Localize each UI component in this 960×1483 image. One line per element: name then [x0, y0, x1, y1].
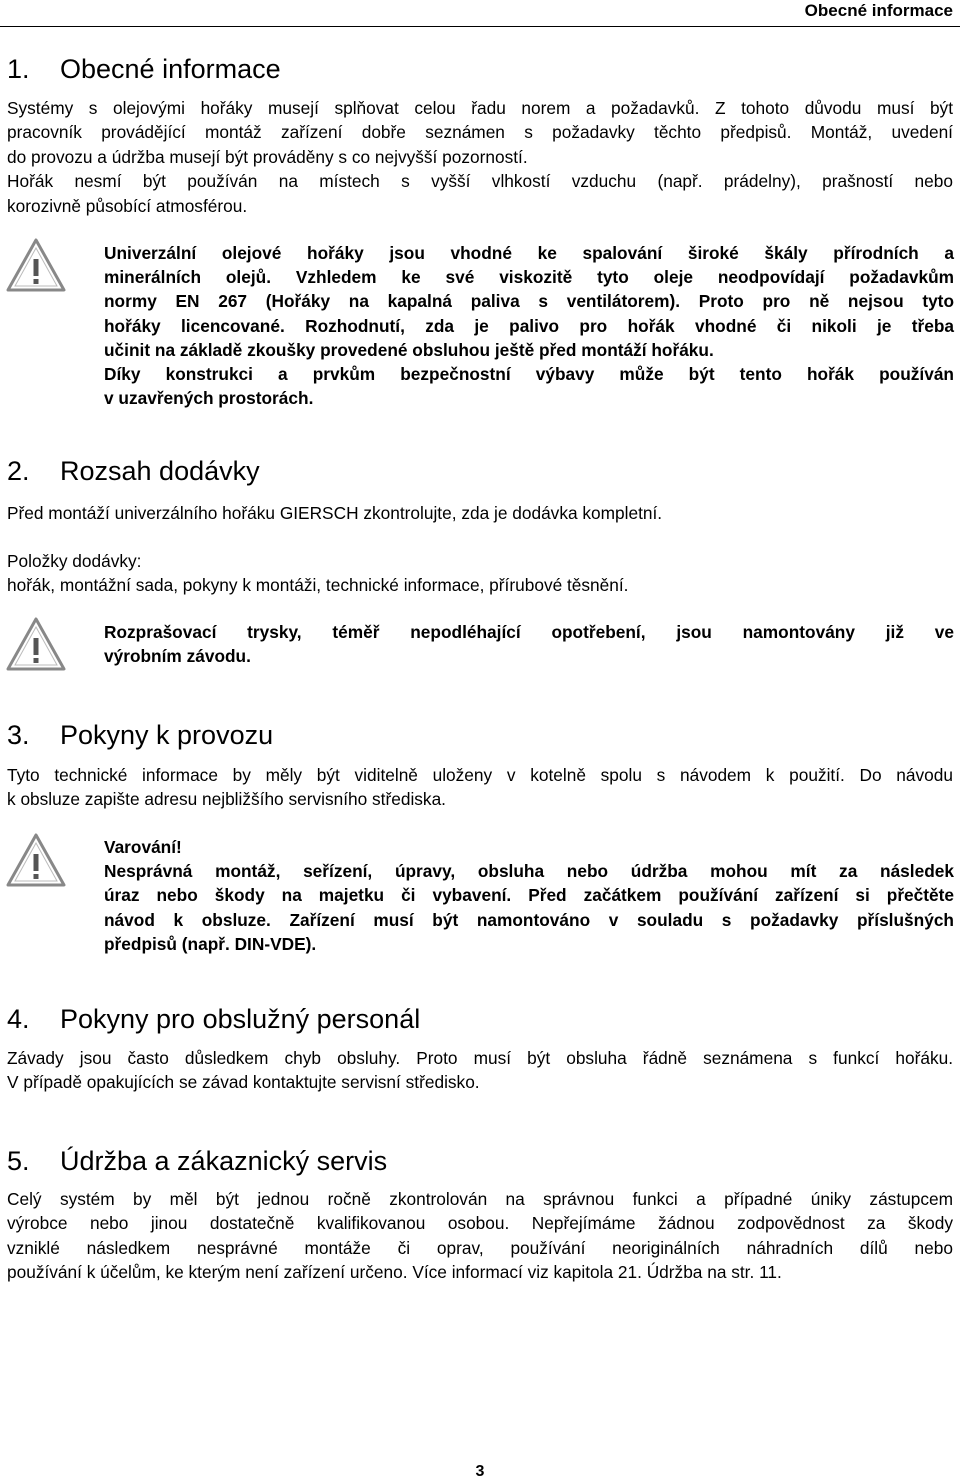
section-2-warning — [104, 620, 954, 668]
section-3-warning — [104, 835, 954, 956]
section-2-paragraph — [7, 501, 953, 525]
section-3-paragraph — [7, 763, 953, 812]
paragraph-line: výrobce nebo jinou dostatečně kvalifikovanou osobou. Nepřejímáme žádnou zodpovědnost za škody — [7, 1213, 953, 1234]
warning-line: Nesprávná montáž, seřízení, úpravy, obsluha nebo údržba mohou mít za následek — [104, 861, 954, 882]
warning-title: Varování! — [104, 837, 182, 857]
section-3-title: Pokyny k provozu — [60, 720, 274, 750]
paragraph-line: Před montáží univerzálního hořáku GIERSCH zkontrolujte, zda je dodávka kompletní. — [7, 503, 663, 523]
paragraph-line: Hořák nesmí být používán na místech s vyšší vlhkostí vzduchu (např. prádelny), prašností nebo — [7, 171, 953, 192]
warning-line: učinit na základě zkoušky provedené obsluhou ještě před montáží hořáku. — [104, 339, 714, 360]
section-4-paragraph — [7, 1046, 953, 1095]
section-5-paragraph — [7, 1187, 953, 1285]
section-5-heading — [7, 1144, 387, 1178]
section-1-title: Obecné informace — [60, 54, 281, 84]
warning-line: v uzavřených prostorách. — [104, 388, 314, 409]
paragraph-line: Závady jsou často důsledkem chyb obsluhy. Proto musí být obsluha řádně seznámena s funkcí hořáku. — [7, 1048, 953, 1068]
section-5-number: 5. — [7, 1146, 30, 1176]
paragraph-line: vzniklé následkem nesprávné montáže či oprav, používání neoriginálních náhradních dílů nebo — [7, 1237, 953, 1258]
warning-line: výrobním závodu. — [104, 646, 251, 667]
section-1-warning — [104, 241, 954, 410]
paragraph-line: Systémy s olejovými hořáky musejí splňovat celou řadu norem a požadavků. Z tohoto důvodu musí být — [7, 98, 953, 118]
warning-line: návod k obsluze. Zařízení musí být namontováno v souladu s požadavky příslušných — [104, 909, 954, 930]
warning-line: úraz nebo škody na majetku či vybavení. Před začátkem používání zařízení si přečtěte — [104, 885, 954, 906]
paragraph-line: do provozu a údržba musejí být prováděny s co nejvyšší pozorností. — [7, 146, 528, 167]
paragraph-line: korozivně působící atmosférou. — [7, 195, 248, 216]
paragraph-line: Celý systém by měl být jednou ročně zkontrolován na správnou funkci a případné úniky zástupcem — [7, 1189, 953, 1209]
warning-line: minerálních olejů. Vzhledem ke své viskozitě tyto oleje neodpovídají požadavkům — [104, 267, 954, 288]
warning-triangle-icon — [5, 237, 67, 293]
warning-line: hořáky licencované. Rozhodnutí, zda je palivo pro hořák vhodné či nikoli je třeba — [104, 315, 954, 336]
section-2-title: Rozsah dodávky — [60, 456, 260, 486]
section-4-title: Pokyny pro obslužný personál — [60, 1004, 421, 1034]
items-label: Položky dodávky: — [7, 551, 142, 571]
section-2-number: 2. — [7, 456, 30, 486]
warning-line: normy EN 267 (Hořáky na kapalná paliva s ventilátorem). Proto pro ně nejsou tyto — [104, 291, 954, 312]
warning-triangle-icon — [5, 832, 67, 888]
paragraph-line: pracovník provádějící montáž zařízení dobře seznámen s požadavky těchto předpisů. Montáž, uvedení — [7, 122, 953, 143]
warning-line: Díky konstrukci a prvkům bezpečnostní výbavy může být tento hořák používán — [104, 364, 954, 385]
section-2-heading — [7, 454, 260, 488]
page-number: 3 — [475, 1463, 485, 1480]
section-1-number: 1. — [7, 54, 30, 84]
warning-triangle-icon — [5, 616, 67, 672]
section-2-items — [7, 549, 953, 598]
paragraph-line: používání k účelům, ke kterým není zařízení určeno. Více informací viz kapitola 21. Údržba na str. 11. — [7, 1262, 782, 1283]
paragraph-line: k obsluze zapište adresu nejbližšího servisního střediska. — [7, 789, 446, 810]
section-4-heading — [7, 1002, 420, 1036]
section-3-heading — [7, 718, 273, 752]
section-1-paragraph — [7, 96, 953, 218]
section-4-number: 4. — [7, 1004, 30, 1034]
warning-line: Rozprašovací trysky, téměř nepodléhající opotřebení, jsou namontovány již ve — [104, 622, 954, 642]
header-rule — [0, 26, 960, 27]
section-3-number: 3. — [7, 720, 30, 750]
paragraph-line: Tyto technické informace by měly být viditelně uloženy v kotelně spolu s návodem k použití. Do návodu — [7, 765, 953, 785]
running-header: Obecné informace — [804, 1, 953, 20]
items-list: hořák, montážní sada, pokyny k montáži, technické informace, přírubové těsnění. — [7, 575, 629, 596]
section-1-heading — [7, 52, 281, 86]
warning-line: Univerzální olejové hořáky jsou vhodné ke spalování široké škály přírodních a — [104, 243, 954, 263]
section-5-title: Údržba a zákaznický servis — [60, 1146, 388, 1176]
warning-line: předpisů (např. DIN-VDE). — [104, 933, 317, 954]
paragraph-line: V případě opakujících se závad kontaktujte servisní středisko. — [7, 1072, 480, 1093]
